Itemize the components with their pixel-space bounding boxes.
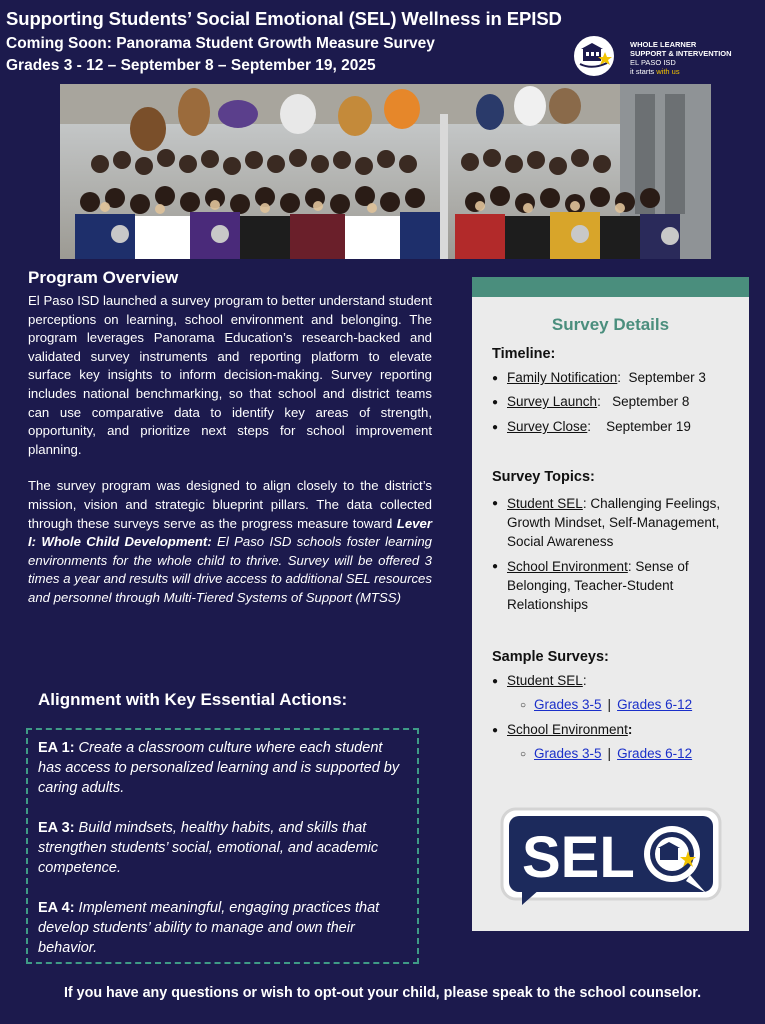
samples-heading: Sample Surveys: — [492, 649, 609, 665]
survey-subtitle: Coming Soon: Panorama Student Growth Measure Survey — [6, 35, 435, 52]
timeline-item: ● Family Notification: September 3 — [492, 370, 706, 385]
logo-emblem — [572, 34, 616, 78]
bullet-icon: ● — [492, 676, 499, 687]
essential-actions-box — [26, 728, 419, 964]
env-grades-6-12-link[interactable]: Grades 6-12 — [617, 746, 693, 761]
sel-grades-3-5-link[interactable]: Grades 3-5 — [534, 697, 602, 712]
school-star-icon — [574, 36, 614, 76]
bullet-icon: ● — [492, 397, 499, 408]
env-grades-3-5-link[interactable]: Grades 3-5 — [534, 746, 602, 761]
survey-details-panel — [472, 277, 749, 931]
topic-item: ● School Environment: Sense of Belonging, Teacher-Student Relationships — [492, 557, 732, 614]
grades-dates-subtitle: Grades 3 - 12 – September 8 – September 19, 2025 — [6, 57, 376, 74]
topic-item: ● Student SEL: Challenging Feelings, Growth Mindset, Self-Management, Social Awareness — [492, 494, 732, 551]
sel-logo — [500, 807, 722, 907]
essential-action-item: EA 4: Implement meaningful, engaging practices that develop students’ ability to manage and own their behavior. — [38, 900, 380, 956]
group-photo-illustration — [60, 84, 711, 259]
sample-links-row: ○ Grades 3-5 | Grades 6-12 — [520, 697, 693, 712]
essential-action-item: EA 1: Create a classroom culture where each student has access to personalized learning and is supported by caring adults. — [38, 740, 400, 796]
bullet-icon: ● — [492, 422, 499, 433]
timeline-item: ● Survey Close: September 19 — [492, 419, 691, 434]
page-title: Supporting Students’ Social Emotional (SEL) Wellness in EPISD — [6, 8, 562, 29]
bullet-icon: ● — [492, 373, 499, 384]
essential-action-item: EA 3: Build mindsets, healthy habits, and skills that strengthen students’ social, emotional, and academic competence. — [38, 820, 379, 876]
circle-bullet-icon: ○ — [520, 700, 527, 711]
svg-text:SEL: SEL — [522, 825, 635, 890]
sel-grades-6-12-link[interactable]: Grades 6-12 — [617, 697, 693, 712]
timeline-heading: Timeline: — [492, 346, 556, 362]
lever-label: Lever I: Whole Child Development: — [28, 515, 432, 550]
timeline-item: ● Survey Launch: September 8 — [492, 394, 690, 409]
panel-accent-bar — [472, 277, 749, 297]
sample-links-row: ○ Grades 3-5 | Grades 6-12 — [520, 746, 693, 761]
header — [0, 0, 765, 84]
sample-item: ● School Environment: — [492, 722, 633, 737]
topics-list — [492, 494, 732, 614]
overview-paragraph-1: El Paso ISD launched a survey program to better understand student perceptions on learning, school environment and belonging. The program leverages Panorama Education’s research-backed and validated survey instruments and reporting platform to elevate surface key insights to inform decision-making. Survey reporting includes national benchmarking, so that school and district teams can use comparative data to identify key areas of strength, opportunity, and prioritize next steps for school improvement planning. — [28, 293, 432, 457]
sample-item: ● Student SEL: — [492, 673, 587, 688]
program-overview-section — [28, 268, 432, 608]
survey-details-title: Survey Details — [551, 315, 670, 334]
overview-paragraph-2: The survey program was designed to align closely to the district’s mission, vision and strategic blueprint pillars. The data collected through these surveys serve as the progress measure toward Lever I: Whole Child Development: El Paso ISD schools foster learning environments for the whole child to thrive. Survey will be offered 3 times a year and results will drive access to additional SEL resources and personnel through Multi-Tiered Systems of Support (MTSS) — [28, 478, 432, 605]
footer-note: If you have any questions or wish to opt-out your child, please speak to the school counselor. — [63, 985, 702, 1001]
circle-bullet-icon: ○ — [520, 749, 527, 760]
bullet-icon: ● — [492, 725, 499, 736]
program-overview-title: Program Overview — [28, 268, 179, 287]
alignment-title: Alignment with Key Essential Actions: — [38, 690, 348, 709]
logo-wordmark: WHOLE LEARNER SUPPORT & INTERVENTION EL PASO ISD it starts with us — [630, 40, 732, 76]
topics-heading: Survey Topics: — [492, 469, 595, 485]
students-mascots-photo — [60, 84, 711, 259]
sel-speech-bubble-icon — [500, 807, 722, 907]
episd-logo — [572, 34, 762, 78]
